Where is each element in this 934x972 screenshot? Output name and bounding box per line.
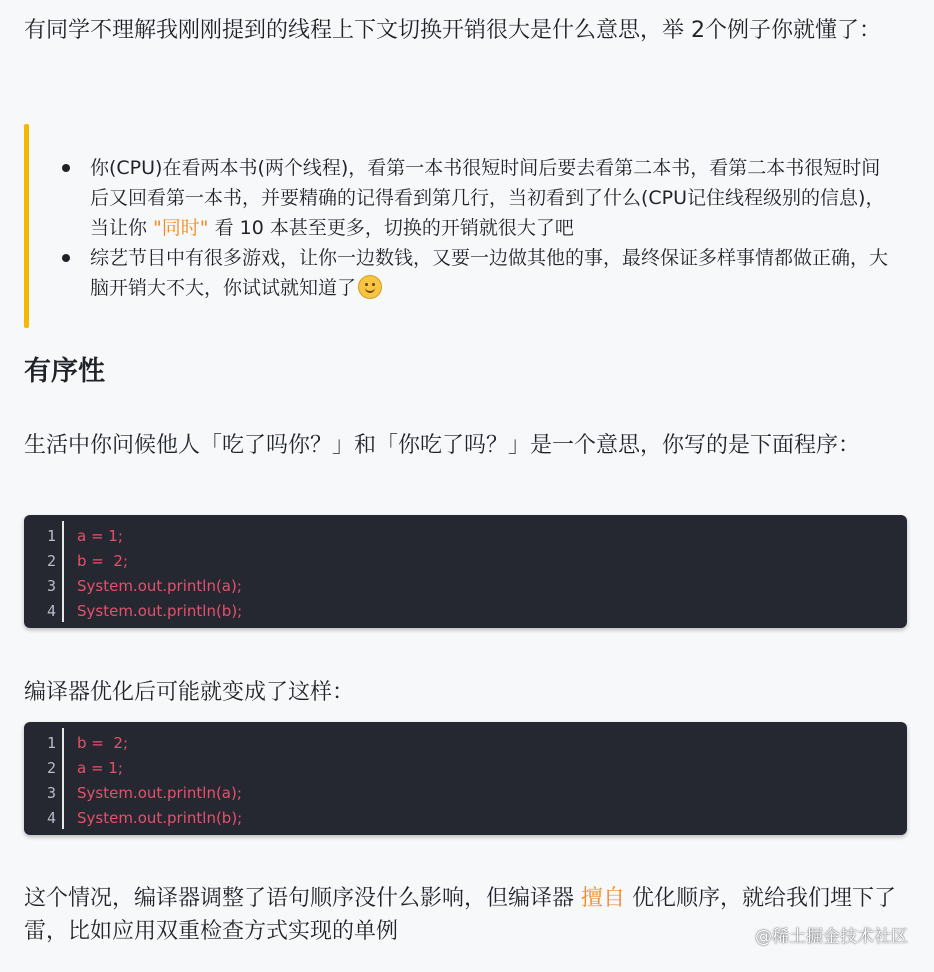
line-number: 2: [46, 552, 56, 570]
code-text: b = 2;: [77, 734, 128, 752]
code-line: [24, 574, 907, 599]
section-heading: 有序性: [24, 356, 105, 387]
code-text: a = 1;: [77, 527, 123, 545]
smiling-face-icon: [358, 275, 382, 299]
code-line: [24, 599, 907, 624]
watermark: @稀土掘金技术社区: [755, 927, 908, 947]
code-text: System.out.println(a);: [77, 784, 242, 802]
list-item: [90, 153, 890, 243]
code-line: [24, 549, 907, 574]
highlight-text: 擅自: [581, 886, 626, 911]
highlight-text: "同时": [153, 217, 209, 239]
line-number: 4: [46, 602, 56, 620]
list-item-text: 综艺节目中有很多游戏，让你一边数钱，又要一边做其他的事，最终保证多样事情都做正确，大脑开销大不大，你试试就知道了: [90, 247, 889, 299]
code-text: System.out.println(a);: [77, 577, 242, 595]
bullet-list: [90, 153, 890, 303]
list-item: [90, 243, 890, 303]
line-number: 4: [46, 809, 56, 827]
line-number: 2: [46, 759, 56, 777]
code-line: [24, 806, 907, 831]
line-number: 1: [46, 527, 56, 545]
line-number: 3: [46, 784, 56, 802]
blockquote-bar: [24, 124, 29, 328]
code-text: System.out.println(b);: [77, 602, 243, 620]
code-line: [24, 781, 907, 806]
code-block-optimized: [24, 722, 907, 835]
code-block-original: [24, 515, 907, 628]
code-text: a = 1;: [77, 759, 123, 777]
closing-text: 这个情况，编译器调整了语句顺序没什么影响，但编译器: [24, 886, 581, 911]
intro-paragraph: 有同学不理解我刚刚提到的线程上下文切换开销很大是什么意思，举 2个例子你就懂了：: [24, 18, 881, 43]
line-number: 3: [46, 577, 56, 595]
code-line: [24, 731, 907, 756]
code-text: b = 2;: [77, 552, 128, 570]
line-number: 1: [46, 734, 56, 752]
code-line: [24, 756, 907, 781]
code-line: [24, 524, 907, 549]
closing-text-tail: 优化顺序，就给我们埋下了雷，比如应用双重检查方式实现的单例: [24, 886, 897, 944]
code-text: System.out.println(b);: [77, 809, 243, 827]
list-item-text: 你(CPU)在看两本书(两个线程)，看第一本书很短时间后要去看第二本书，看第二本书很短时间后又回看第一本书，并要精确的记得看到第几行，当初看到了什么(CPU记住线程级别的信息)，当让你: [90, 157, 885, 239]
blockquote: [24, 124, 914, 328]
bullet-dot: [62, 164, 70, 172]
bullet-dot: [62, 254, 70, 262]
after-code-paragraph: 编译器优化后可能就变成了这样：: [24, 680, 355, 705]
section-lead-paragraph: 生活中你问候他人「吃了吗你？」和「你吃了吗？」是一个意思，你写的是下面程序：: [24, 433, 861, 458]
list-item-text-tail: 看 10 本甚至更多，切换的开销就很大了吧: [208, 217, 574, 239]
